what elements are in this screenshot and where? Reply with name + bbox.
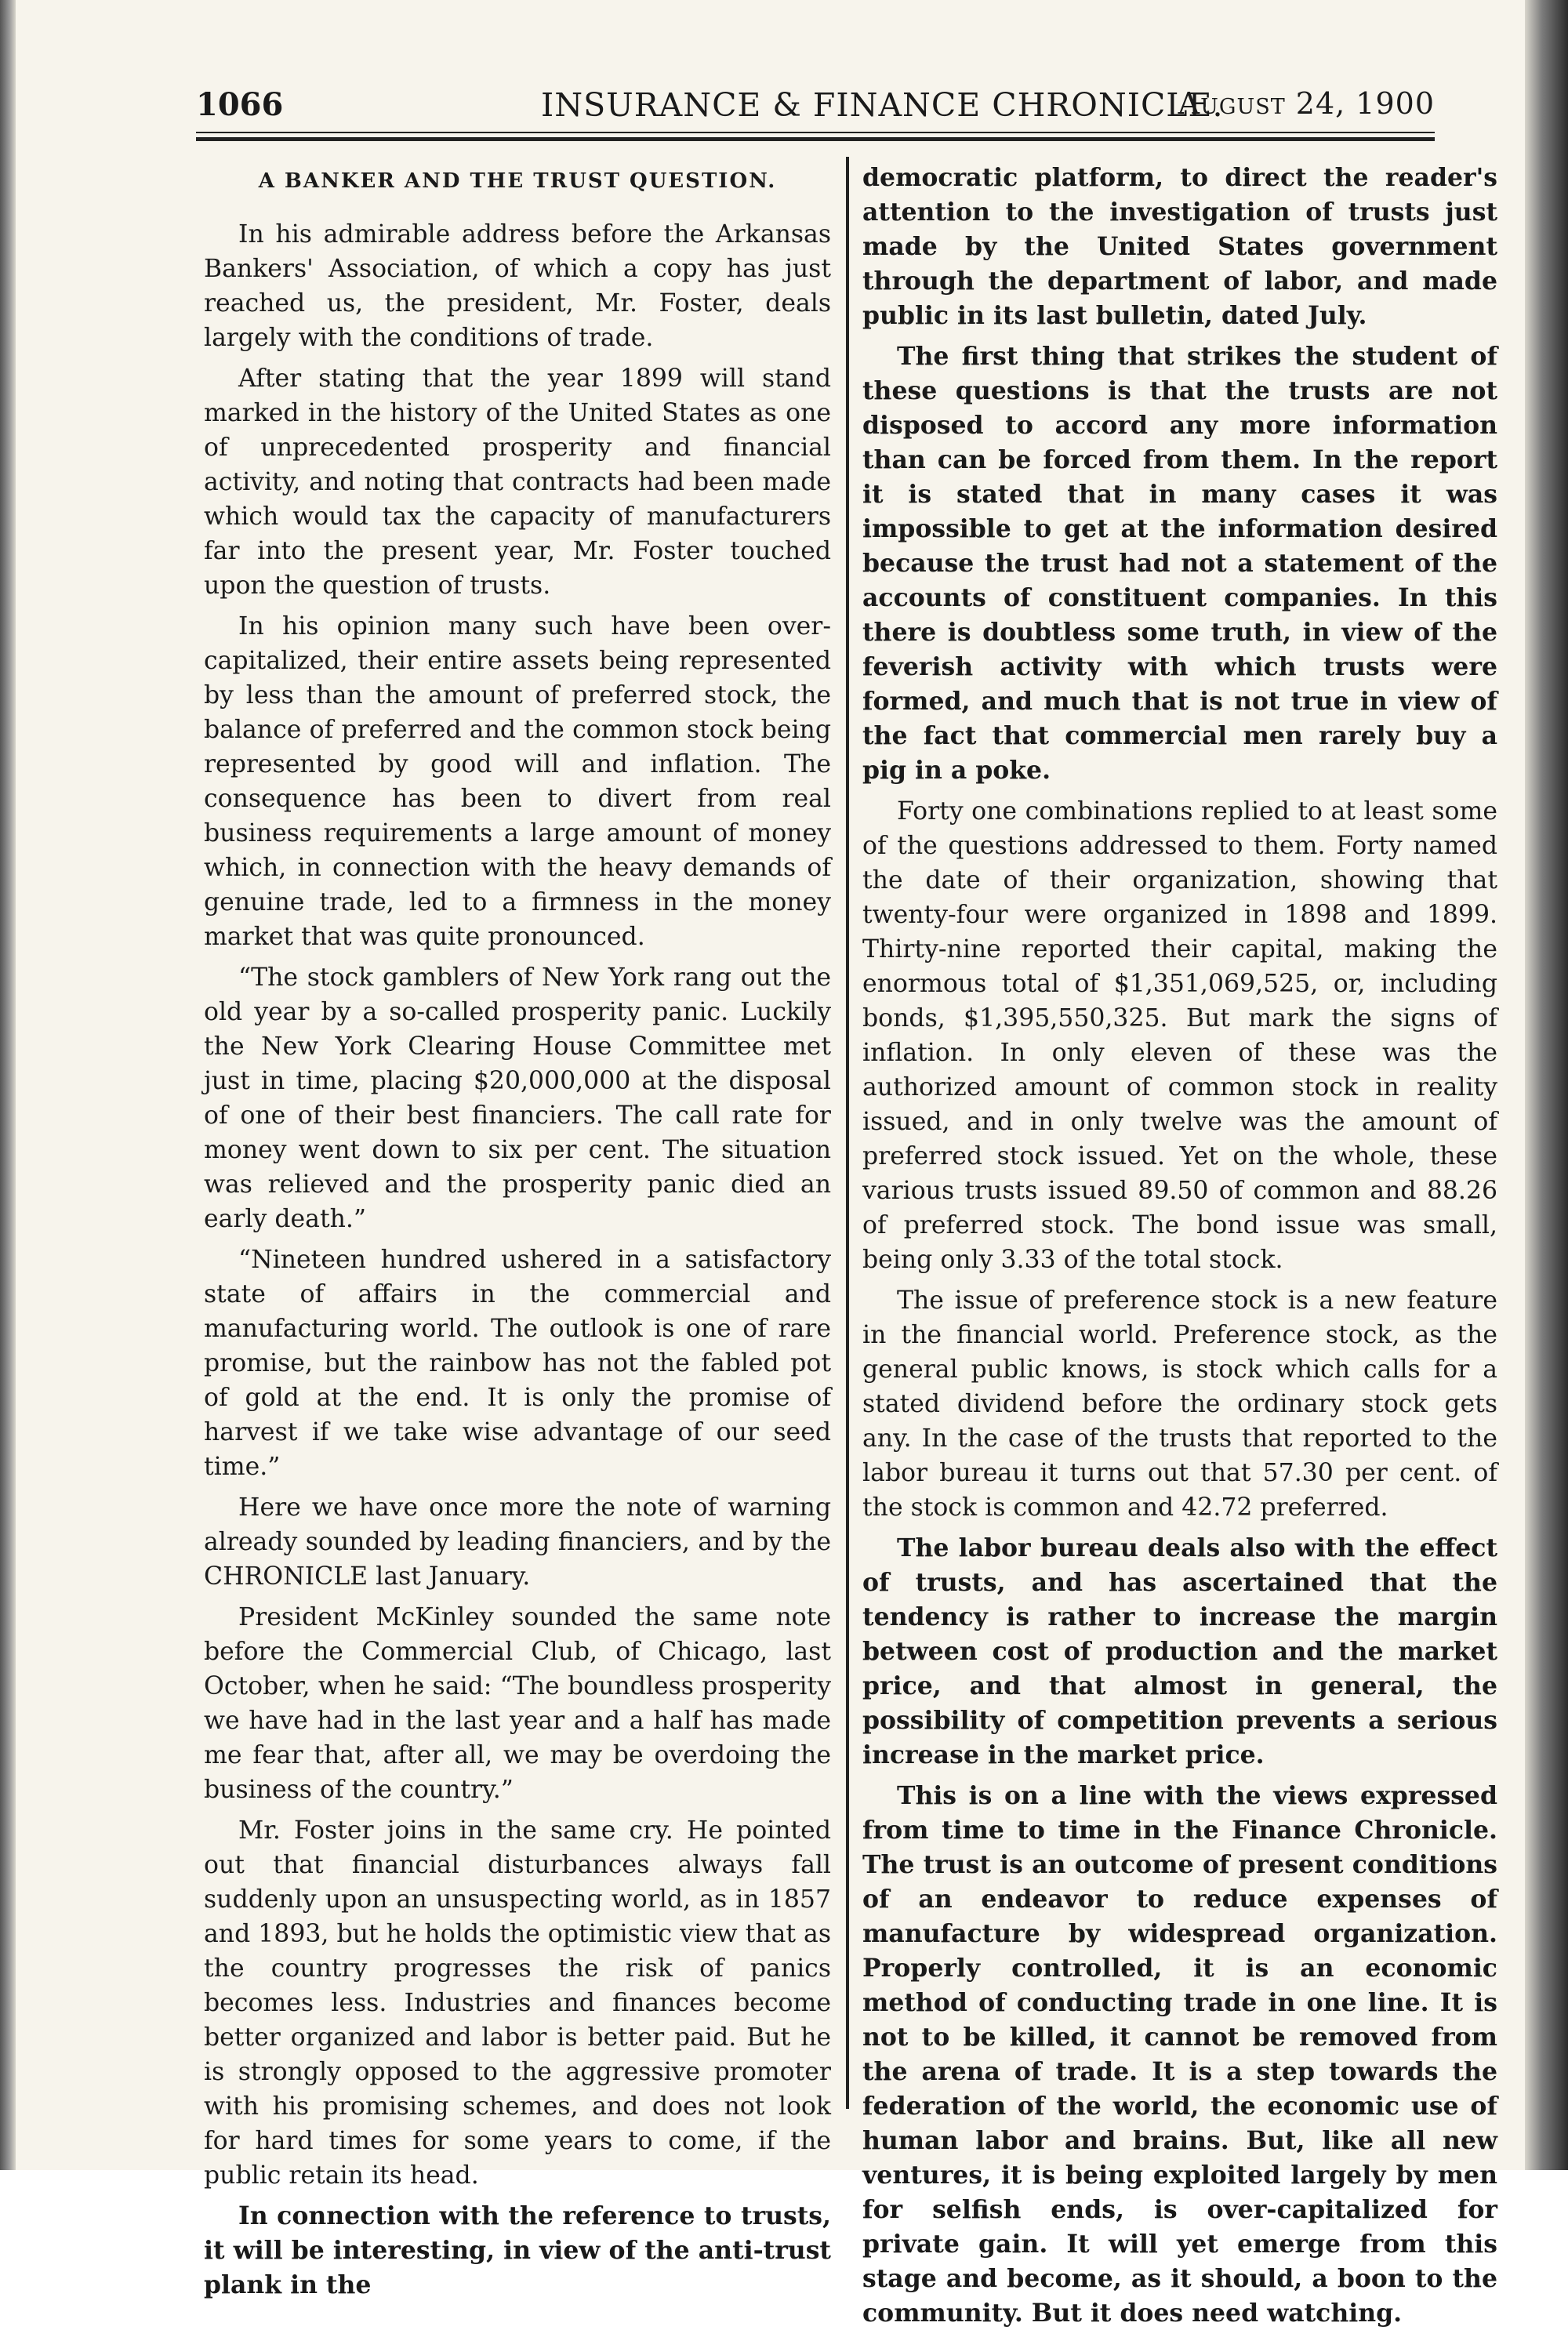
running-header bbox=[196, 78, 1435, 133]
paragraph: Here we have once more the note of warning already sounded by leading financiers, and by the CHRONICLE last January. bbox=[204, 1493, 831, 1591]
paragraph: After stating that the year 1899 will stand marked in the history of the United States as one of unprecedented prosperity and financial activity, and noting that contracts had been made which would tax the capacity of manufacturers far into the present year, Mr. Foster touched upon the question of trusts. bbox=[204, 365, 831, 600]
paragraph: In his admirable address before the Arkansas Bankers' Association, of which a copy has just reached us, the president, Mr. Foster, deals largely with the conditions of trade. bbox=[204, 220, 831, 352]
paragraph: Forty one combinations replied to at least some of the questions addressed to them. Forty named the date of their organization, showing that twenty-four were organized in 1898 and 1899. Thirty-nine reported their capital, making the enormous total of $1,351,069,525, or, including bonds, $1,395,550,325. But mark the signs of inflation. In only eleven of these was the authorized amount of common stock in reality issued, and in only twelve was the amount of preferred stock issued. Yet on the whole, these various trusts issued 89.50 of common and 88.26 of preferred stock. The bond issue was small, being only 3.33 of the total stock. bbox=[862, 797, 1497, 1274]
paragraph: Mr. Foster joins in the same cry. He pointed out that financial disturbances always fall suddenly upon an unsuspecting world, as in 1857 and 1893, but he holds the optimistic view that as the country progresses the risk of panics becomes less. Industries and finances become better organized and labor is better paid. But he is strongly opposed to the aggressive promoter with his promising schemes, and does not look for hard times for some years to come, if the public retain its head. bbox=[204, 1816, 831, 2190]
page-right-edge-shadow bbox=[1525, 0, 1568, 2170]
paragraph: President McKinley sounded the same note before the Commercial Club, of Chicago, last October, when he said: “The boundless prosperity we have had in the last year and a half has made me fear that, after all, we may be overdoing the business of the country.” bbox=[204, 1603, 831, 1804]
article-title: A BANKER AND THE TRUST QUESTION. bbox=[258, 169, 777, 193]
issue-date: August 24, 1900 bbox=[1178, 86, 1435, 121]
quote-paragraph: “Nineteen hundred ushered in a satisfactory state of affairs in the commercial and manufacturing world. The outlook is one of rare promise, but the rainbow has not the fabled pot of gold at the end. It is only the promise of harvest if we take wise advantage of our seed time.” bbox=[204, 1246, 831, 1481]
paragraph: The labor bureau deals also with the effect of trusts, and has ascertained that the tendency is rather to increase the margin between cost of production and the market price, and that almost in general, the possibility of competition prevents a serious increase in the market price. bbox=[862, 1533, 1497, 1769]
page-number: 1066 bbox=[196, 86, 284, 123]
journal-title: INSURANCE & FINANCE CHRONICLE. bbox=[541, 86, 1224, 124]
paragraph: In connection with the reference to trusts, it will be interesting, in view of the anti-trust plank in the bbox=[204, 2201, 831, 2299]
page-left-edge-shadow bbox=[0, 0, 16, 2170]
paragraph: This is on a line with the views expressed from time to time in the Finance Chronicle. The trust is an outcome of present conditions of an endeavor to reduce expenses of manufacture by widespread organization. Properly controlled, it is an economic method of conducting trade in one line. It is not to be killed, it cannot be removed from the arena of trade. It is a step towards the federation of the world, the economic use of human labor and brains. But, like all new ventures, it is being exploited largely by men for selfish ends, is over-capitalized for private gain. It will yet emerge from this stage and become, as it should, a boon to the community. But it does need watching. bbox=[862, 1781, 1497, 2328]
paragraph-continued: democratic platform, to direct the reader's attention to the investigation of trusts just made by the United States government through the department of labor, and made public in its last bulletin, dated July. bbox=[862, 163, 1497, 330]
right-column bbox=[862, 161, 1497, 2337]
column-divider bbox=[846, 157, 849, 2109]
header-rule-thick bbox=[196, 137, 1435, 141]
paragraph: The issue of preference stock is a new feature in the financial world. Preference stock, as the general public knows, is stock which calls for a stated dividend before the ordinary stock gets any. In the case of the trusts that reported to the labor bureau it turns out that 57.30 per cent. of the stock is common and 42.72 preferred. bbox=[862, 1286, 1497, 1522]
paragraph: The first thing that strikes the student of these questions is that the trusts are not disposed to accord any more information than can be forced from them. In the report it is stated that in many cases it was impossible to get at the information desired because the trust had not a statement of the accounts of constituent companies. In this there is doubtless some truth, in view of the feverish activity with which trusts were formed, and much that is not true in view of the fact that commercial men rarely buy a pig in a poke. bbox=[862, 342, 1497, 785]
header-rule-thin bbox=[196, 132, 1435, 133]
quote-paragraph: “The stock gamblers of New York rang out the old year by a so-called prosperity panic. Luckily the New York Clearing House Committee met just in time, placing $20,000,000 at the disposal of one of their best financiers. The call rate for money went down to six per cent. The situation was relieved and the prosperity panic died an early death.” bbox=[204, 963, 831, 1233]
left-column bbox=[204, 161, 831, 2309]
paragraph: In his opinion many such have been over-capitalized, their entire assets being represented by less than the amount of preferred stock, the balance of preferred and the common stock being represented by good will and inflation. The consequence has been to divert from real business requirements a large amount of money which, in connection with the heavy demands of genuine trade, led to a firmness in the money market that was quite pronounced. bbox=[204, 612, 831, 951]
